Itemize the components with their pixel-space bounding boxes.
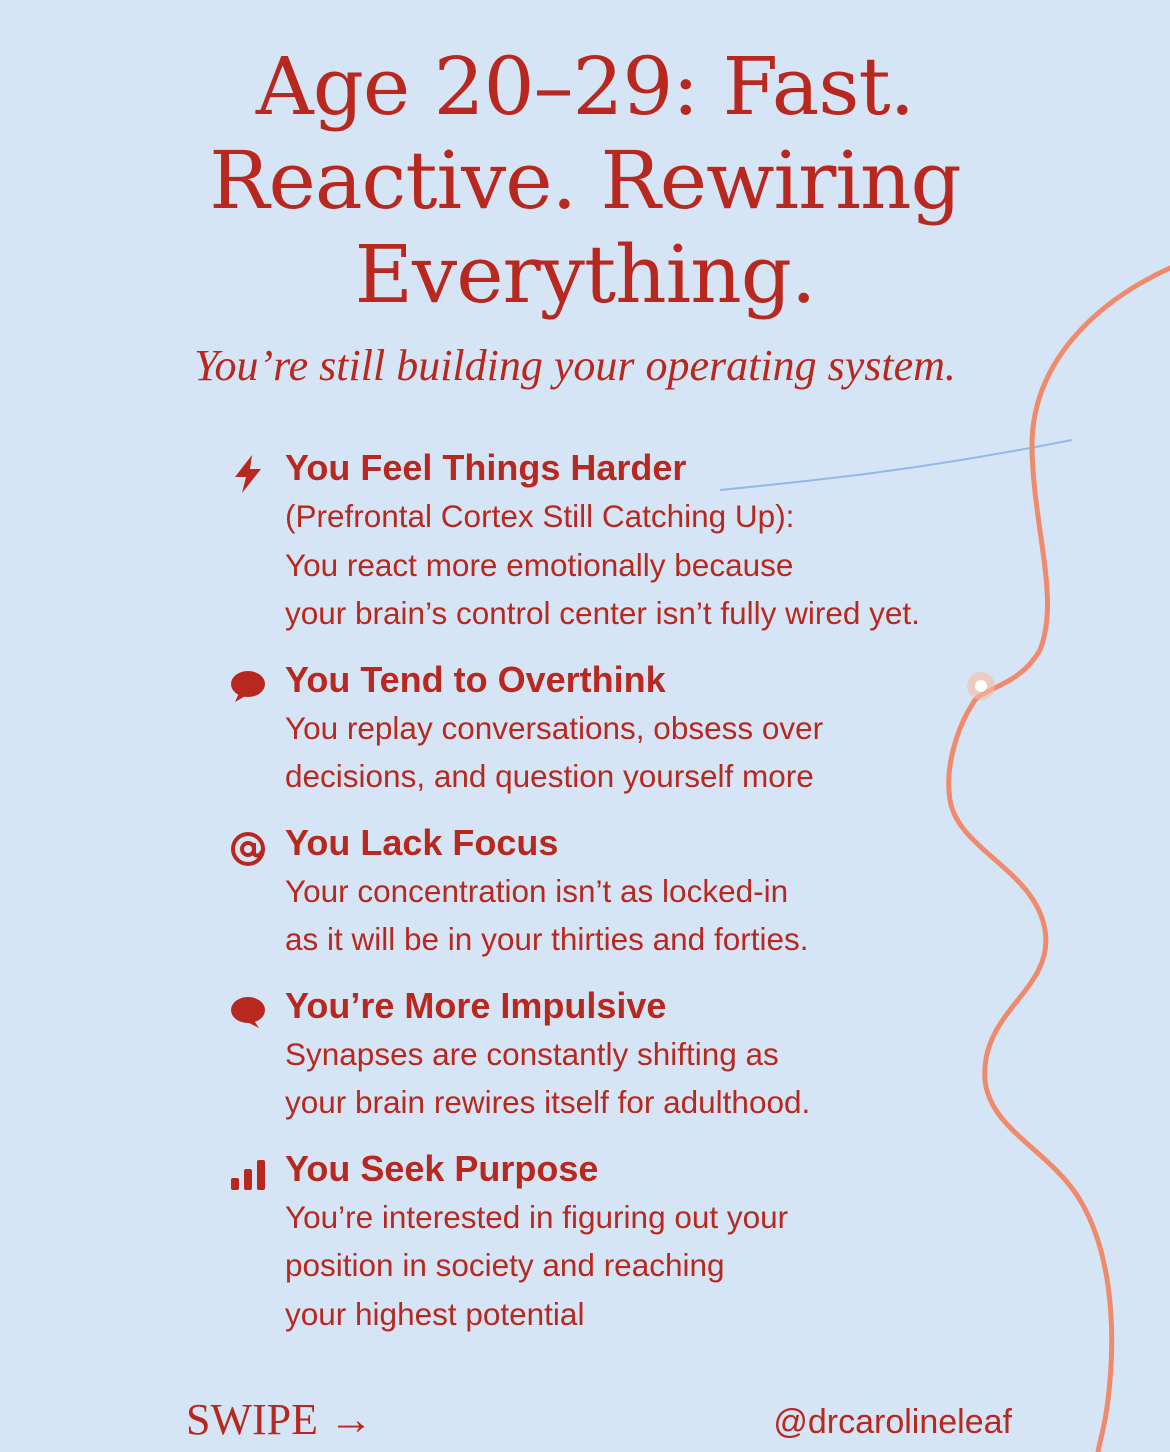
item-body: (Prefrontal Cortex Still Catching Up): You react more emotionally because your brain’s control center isn’t fully wired yet. xyxy=(285,498,920,631)
item-body: Your concentration isn’t as locked-in as it will be in your thirties and forties. xyxy=(285,872,809,957)
title-line: Reactive. Rewiring xyxy=(209,134,961,227)
subtitle: You’re still building your operating system. xyxy=(194,341,956,390)
author-handle[interactable]: @drcarolineleaf xyxy=(773,1403,1012,1441)
list-item xyxy=(228,444,1028,638)
at-sign-icon xyxy=(228,829,268,869)
list-item xyxy=(228,982,1028,1127)
list-item xyxy=(228,819,1028,964)
title-line: Age 20–29: Fast. xyxy=(255,40,915,133)
item-body: You’re interested in figuring out your position in society and reaching your highest potential xyxy=(285,1198,789,1332)
item-heading: You Tend to Overthink xyxy=(285,658,666,700)
item-body: You replay conversations, obsess over decisions, and question yourself more xyxy=(285,709,824,794)
page-title xyxy=(0,40,1170,322)
trait-list xyxy=(228,444,1028,1356)
swipe-prompt[interactable]: SWIPE → xyxy=(186,1395,373,1444)
item-heading: You Lack Focus xyxy=(285,821,559,863)
item-body: Synapses are constantly shifting as your brain rewires itself for adulthood. xyxy=(285,1035,811,1120)
speech-bubble-icon xyxy=(228,666,268,706)
title-line: Everything. xyxy=(354,228,816,321)
item-heading: You Feel Things Harder xyxy=(285,447,687,488)
signal-bars-icon xyxy=(228,1155,268,1195)
item-heading: You Seek Purpose xyxy=(285,1147,599,1189)
item-heading: You’re More Impulsive xyxy=(285,984,667,1026)
speech-bubble-icon xyxy=(228,992,268,1032)
list-item xyxy=(228,656,1028,801)
lightning-icon xyxy=(228,454,268,494)
list-item xyxy=(228,1145,1028,1339)
